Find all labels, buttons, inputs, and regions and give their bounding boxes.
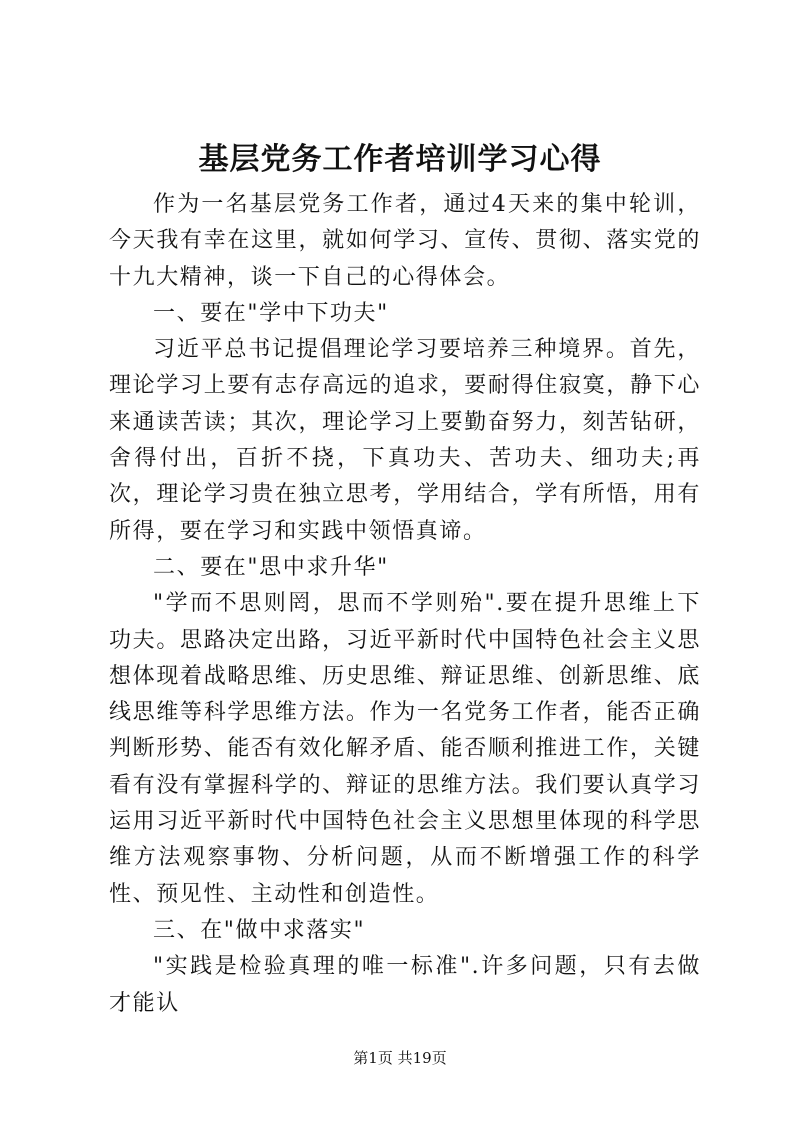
page-number-footer: 第1页 共19页 (353, 1049, 447, 1067)
document-title: 基层党务工作者培训学习心得 (198, 142, 602, 177)
paragraph-section-1: 习近平总书记提倡理论学习要培养三种境界。首先，理论学习上要有志存高远的追求，要耐得住寂寞，静下心来通读苦读；其次，理论学习上要勤奋努力，刻苦钻研，舍得付出，百折不挠，下真功夫、苦功夫、细功夫;再次，理论学习贵在独立思考，学用结合，学有所悟，用有所得，要在学习和实践中领悟真谛。 (109, 337, 701, 544)
section-heading-3: 三、在"做中求落实" (153, 917, 366, 943)
paragraph-section-2: "学而不思则罔，思而不学则殆".要在提升思维上下功夫。思路决定出路，习近平新时代中国特色社会主义思想体现着战略思维、历史思维、辩证思维、创新思维、底线思维等科学思维方法。作为一名党务工作者，能否正确判断形势、能否有效化解矛盾、能否顺利推进工作，关键看有没有掌握科学的、辩证的思维方法。我们要认真学习运用习近平新时代中国特色社会主义思想里体现的科学思维方法观察事物、分析问题，从而不断增强工作的科学性、预见性、主动性和创造性。 (109, 591, 701, 907)
section-heading-1: 一、要在"学中下功夫" (153, 300, 389, 326)
section-heading-2: 二、要在"思中求升华" (153, 554, 389, 580)
paragraph-intro: 作为一名基层党务工作者，通过4天来的集中轮训，今天我有幸在这里，就如何学习、宣传、贯彻、落实党的十九大精神，谈一下自己的心得体会。 (109, 192, 701, 290)
document-body (109, 187, 701, 1022)
paragraph-section-3: "实践是检验真理的唯一标准".许多问题，只有去做才能认 (109, 954, 701, 1016)
